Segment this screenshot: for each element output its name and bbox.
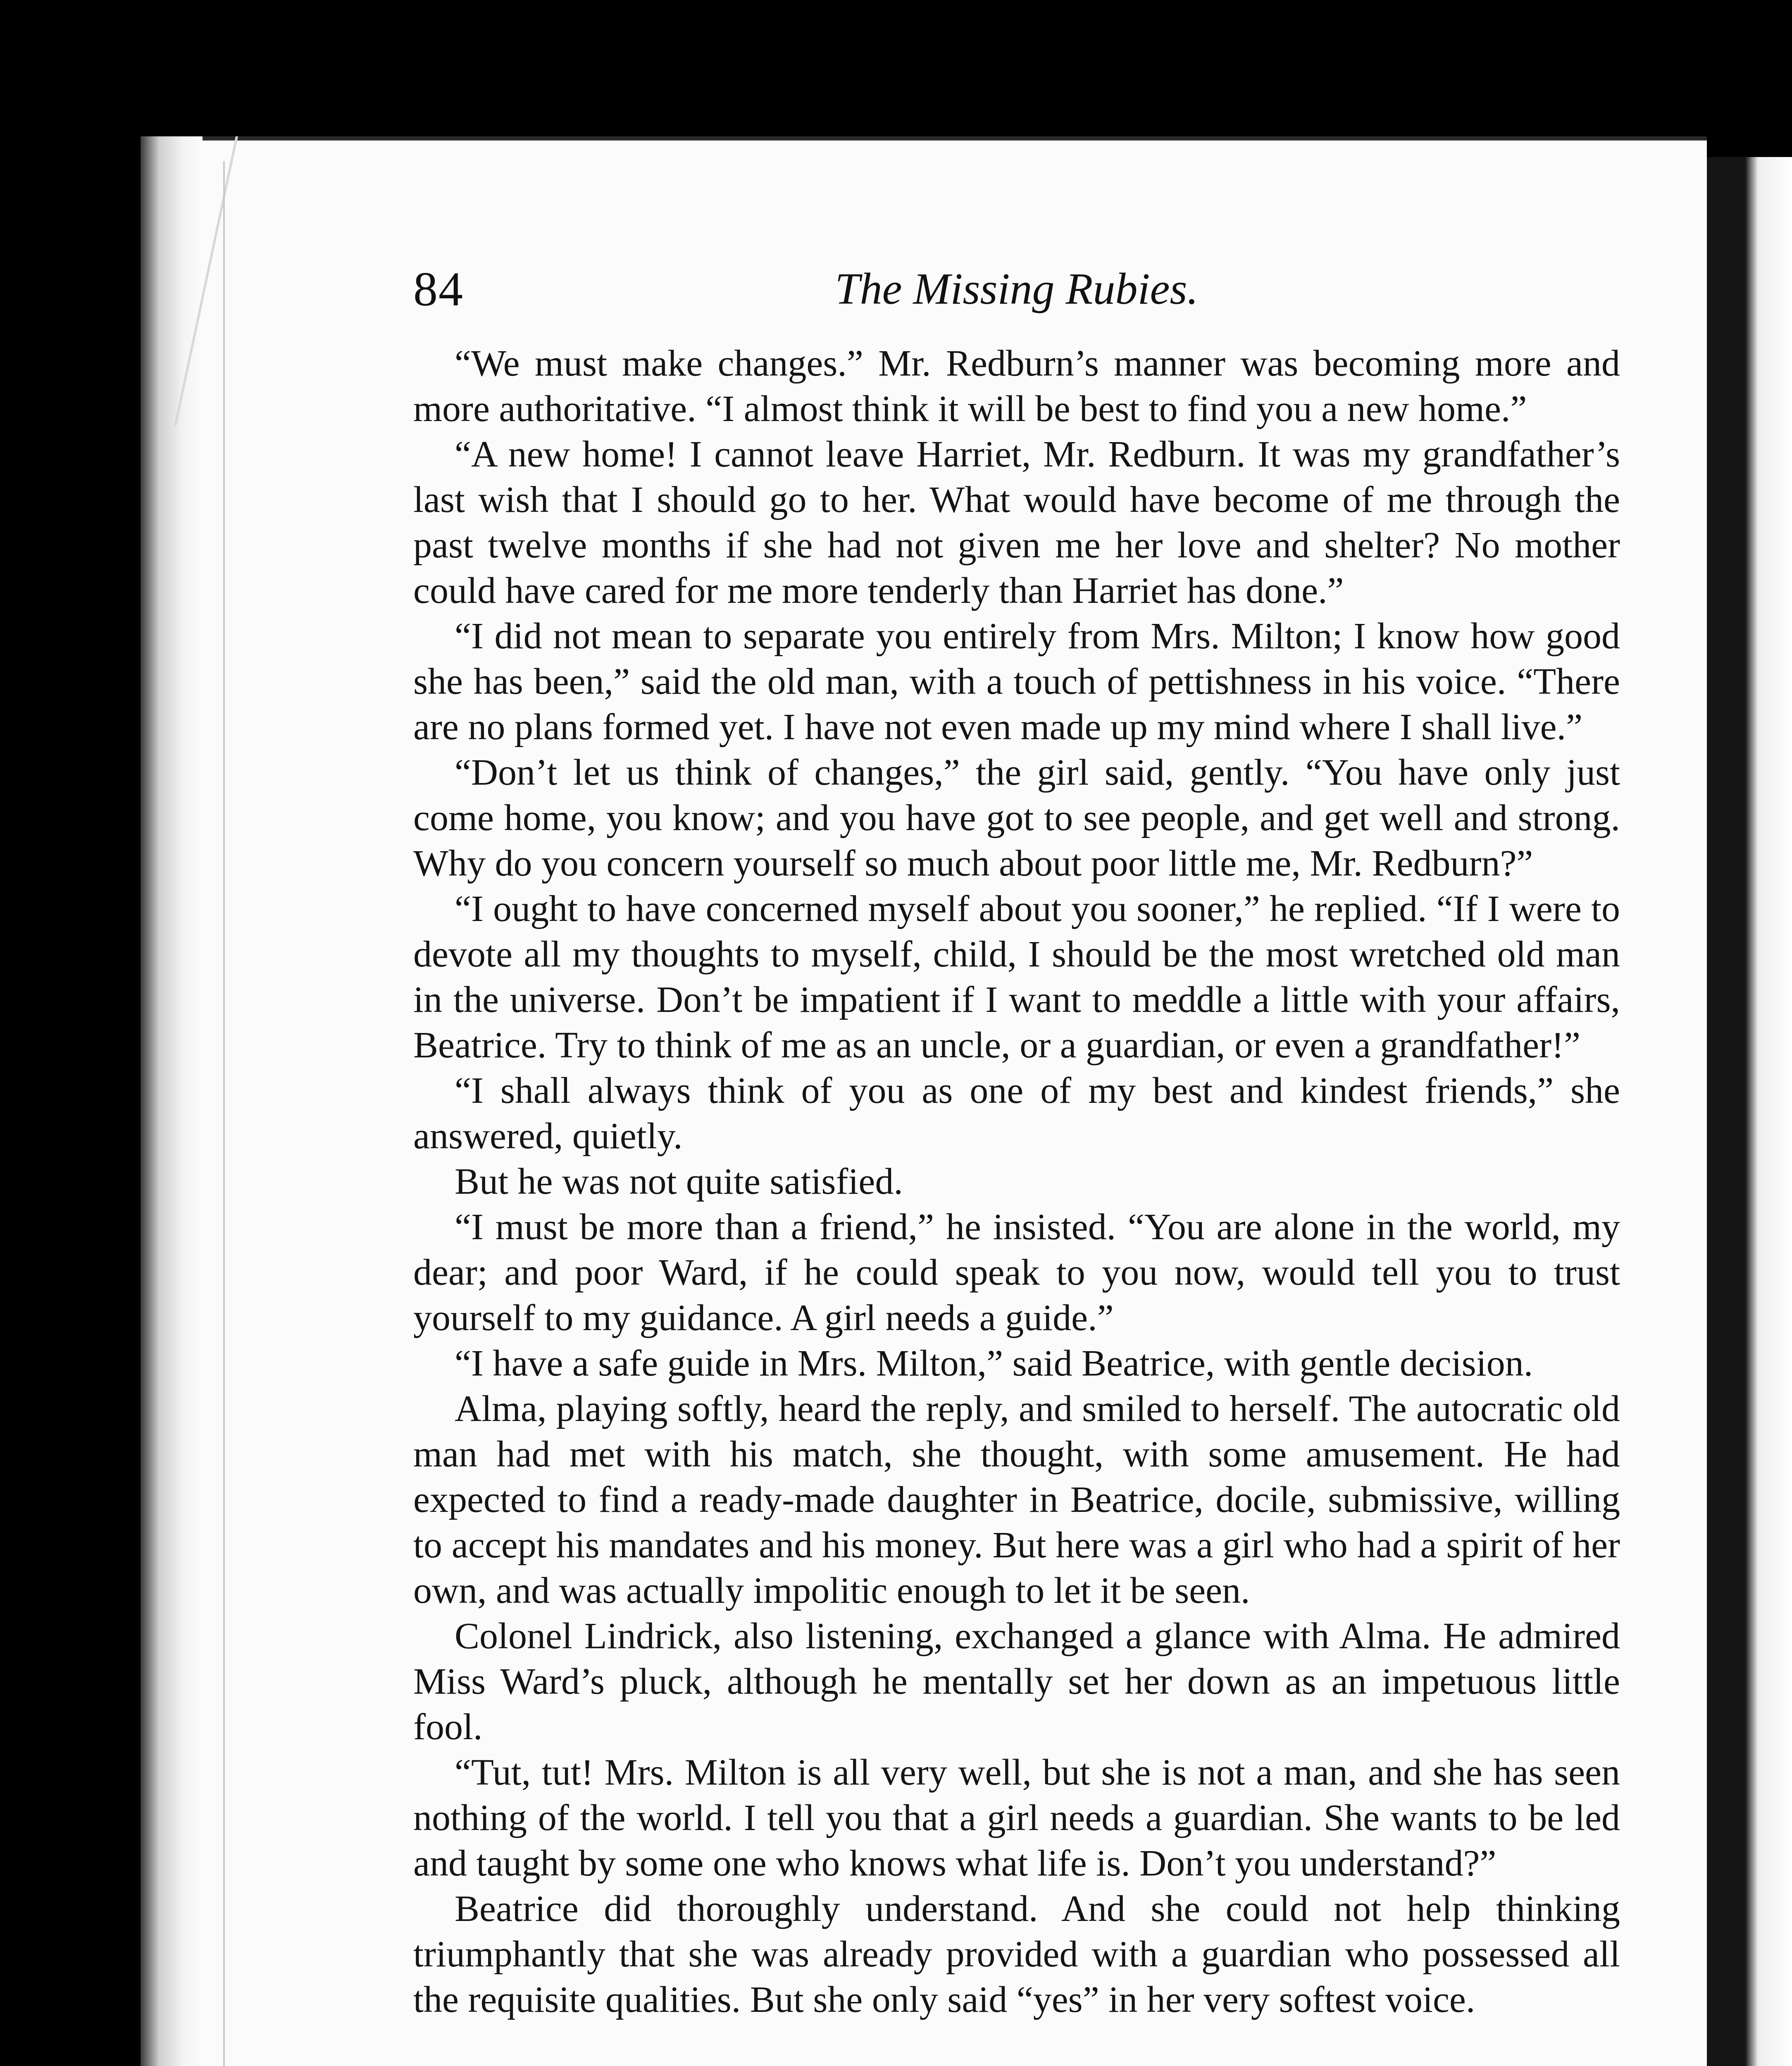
paragraph: But he was not quite satisfied. xyxy=(455,1161,903,1202)
page-edge-line xyxy=(223,161,225,2066)
paragraph: Beatrice did thoroughly understand. And she could not help thinking triumphantly that she was already provided with a guardian who possessed all the requisite qualities. But she only said “yes” in her very softest voice. xyxy=(413,1888,1620,2020)
paragraph: “Don’t let us think of changes,” the girl said, gently. “You have only just come home, you know; and you have got to see people, and get well and strong. Why do you concern yourself so much about poor little me, Mr. Redburn?” xyxy=(413,752,1620,884)
paragraph: “I did not mean to separate you entirely from Mrs. Milton; I know how good she has been,” said the old man, with a touch of pettishness in his voice. “There are no plans formed yet. I have not even made up my mind where I shall live.” xyxy=(413,616,1620,747)
running-head xyxy=(413,260,1620,318)
paragraph: “I must be more than a friend,” he insisted. “You are alone in the world, my dear; and poor Ward, if he could speak to you now, would tell you to trust yourself to my guidance. A girl needs a guide.” xyxy=(413,1207,1620,1338)
paragraph: “Tut, tut! Mrs. Milton is all very well, but she is not a man, and she has seen nothing of the world. I tell you that a girl needs a guardian. She wants to be led and taught by some one who knows what life is. Don’t you understand?” xyxy=(413,1752,1620,1884)
page-gutter xyxy=(141,136,203,2066)
paragraph: Alma, playing softly, heard the reply, and smiled to herself. The autocratic old man had met with his match, she thought, with some amusement. He had expected to find a ready-made daughter in Beatrice, docile, submissive, willing to accept his mandates and his money. But here was a girl who had a spirit of her own, and was actually impolitic enough to let it be seen. xyxy=(413,1388,1620,1611)
page-number: 84 xyxy=(413,262,464,316)
body-text xyxy=(413,341,1620,2023)
book-title: The Missing Rubies. xyxy=(835,264,1199,314)
paragraph: “I ought to have concerned myself about you sooner,” he replied. “If I were to devote all my thoughts to myself, child, I should be the most wretched old man in the universe. Don’t be impatient if I want to meddle a little with your affairs, Beatrice. Try to think of me as an uncle, or a guardian, or even a grandfather!” xyxy=(413,888,1620,1066)
paragraph: “A new home! I cannot leave Harriet, Mr. Redburn. It was my grandfather’s last wish that I should go to her. What would have become of me through the past twelve months if she had not given me her love and shelter? No mother could have cared for me more tenderly than Harriet has done.” xyxy=(413,434,1620,611)
paragraph: “I shall always think of you as one of my best and kindest friends,” she answered, quietly. xyxy=(413,1070,1620,1157)
adjacent-page-edge xyxy=(1707,157,1792,2066)
paragraph: “We must make changes.” Mr. Redburn’s manner was becoming more and more authoritative. “I almost think it will be best to find you a new home.” xyxy=(413,343,1620,429)
paragraph: Colonel Lindrick, also listening, exchanged a glance with Alma. He admired Miss Ward’s pluck, although he mentally set her down as an impetuous little fool. xyxy=(413,1616,1620,1747)
paragraph: “I have a safe guide in Mrs. Milton,” said Beatrice, with gentle decision. xyxy=(455,1343,1533,1384)
